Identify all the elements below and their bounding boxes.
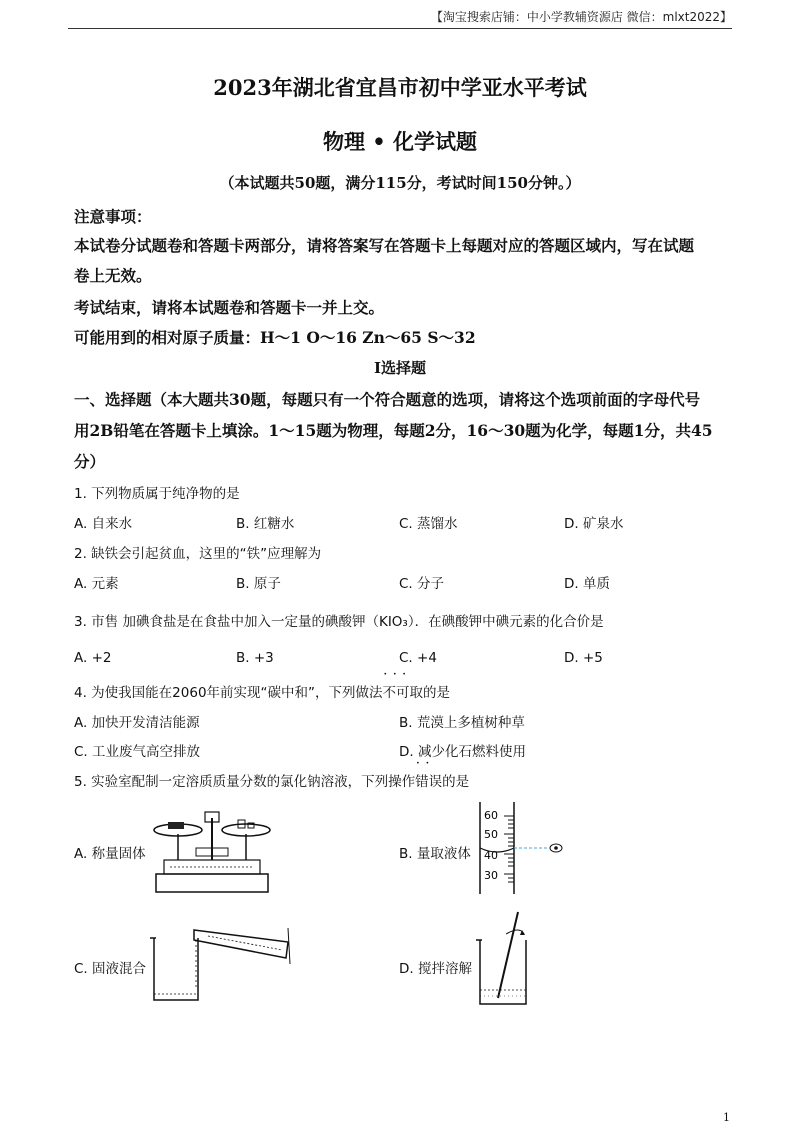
- exam-info: （本试题共50题，满分115分，考试时间150分钟。）: [219, 174, 581, 192]
- exam-subtitle: 物理 • 化学试题: [322, 129, 478, 154]
- graduated-cylinder-illustration: [474, 798, 594, 898]
- tick-label: 50: [484, 828, 498, 841]
- stem-text: 的是: [423, 685, 451, 701]
- header-divider: [68, 28, 732, 29]
- option: D. 矿泉水: [564, 516, 624, 532]
- option: A. 称量固体: [74, 846, 146, 862]
- exam-title: 2023年湖北省宜昌市初中学亚水平考试: [213, 75, 587, 100]
- header-note: 【淘宝搜索店铺：中小学教辅资源店 微信：mlxt2022】: [430, 10, 732, 24]
- option: B. 量取液体: [399, 846, 471, 862]
- tick-label: 30: [484, 869, 498, 882]
- option: C. +4: [399, 650, 437, 666]
- note-line: 可能用到的相对原子质量：H～1 O～16 Zn～65 S～32: [74, 328, 476, 347]
- option: D. 减少化石燃料使用: [399, 744, 526, 760]
- option: B. 荒漠上多植树种草: [399, 715, 525, 731]
- question-stem: 1. 下列物质属于纯净物的是: [74, 486, 240, 502]
- question-stem: 2. 缺铁会引起贫血，这里的“铁”应理解为: [74, 546, 322, 562]
- question-stem: [74, 681, 450, 701]
- section-title: Ⅰ选择题: [373, 359, 427, 377]
- option: D. 单质: [564, 576, 610, 592]
- note-line: 卷上无效。: [74, 266, 152, 285]
- option: C. 蒸馏水: [399, 516, 458, 532]
- part-intro-line: 一、选择题（本大题共30题，每题只有一个符合题意的选项，请将这个选项前面的字母代号: [74, 390, 701, 409]
- emphasis-text: • • 错误: [415, 770, 442, 790]
- question-stem: [74, 770, 469, 790]
- tick-label: 40: [484, 849, 498, 862]
- stem-text: 5. 实验室配制一定溶质质量分数的氯化钠溶液，下列操作: [74, 774, 416, 790]
- emphasis-text: • • • 不可取: [383, 681, 424, 701]
- option: B. 红糖水: [236, 516, 295, 532]
- beaker-pouring-illustration: [148, 920, 298, 1010]
- balance-scale-illustration: [148, 804, 276, 896]
- option: A. 元素: [74, 576, 119, 592]
- option: D. +5: [564, 650, 603, 666]
- option: C. 分子: [399, 576, 445, 592]
- question-stem: 3. 市售 加碘食盐是在食盐中加入一定量的碘酸钾（KIO₃）．在碘酸钾中碘元素的化合价是: [74, 614, 604, 630]
- option: A. 自来水: [74, 516, 133, 532]
- option: D. 搅拌溶解: [399, 961, 472, 977]
- stirring-illustration: [476, 908, 546, 1012]
- option: C. 固液混合: [74, 961, 147, 977]
- notes-heading: 注意事项：: [74, 207, 152, 226]
- stem-text: 的是: [442, 774, 470, 790]
- option: C. 工业废气高空排放: [74, 744, 201, 760]
- option: B. +3: [236, 650, 274, 666]
- note-line: 本试卷分试题卷和答题卡两部分，请将答案写在答题卡上每题对应的答题区域内，写在试题: [74, 236, 695, 255]
- note-line: 考试结束，请将本试题卷和答题卡一并上交。: [74, 298, 385, 317]
- option: A. 加快开发清洁能源: [74, 715, 200, 731]
- stem-text: 4. 为使我国能在2060年前实现“碳中和”，下列做法: [74, 685, 383, 701]
- option: B. 原子: [236, 576, 281, 592]
- option: A. +2: [74, 650, 112, 666]
- part-intro-line: 用2B铅笔在答题卡上填涂。1～15题为物理，每题2分，16～30题为化学，每题1分，共45: [74, 421, 713, 440]
- part-intro-line: 分）: [74, 452, 106, 471]
- tick-label: 60: [484, 809, 498, 822]
- page-number: 1: [723, 1111, 730, 1124]
